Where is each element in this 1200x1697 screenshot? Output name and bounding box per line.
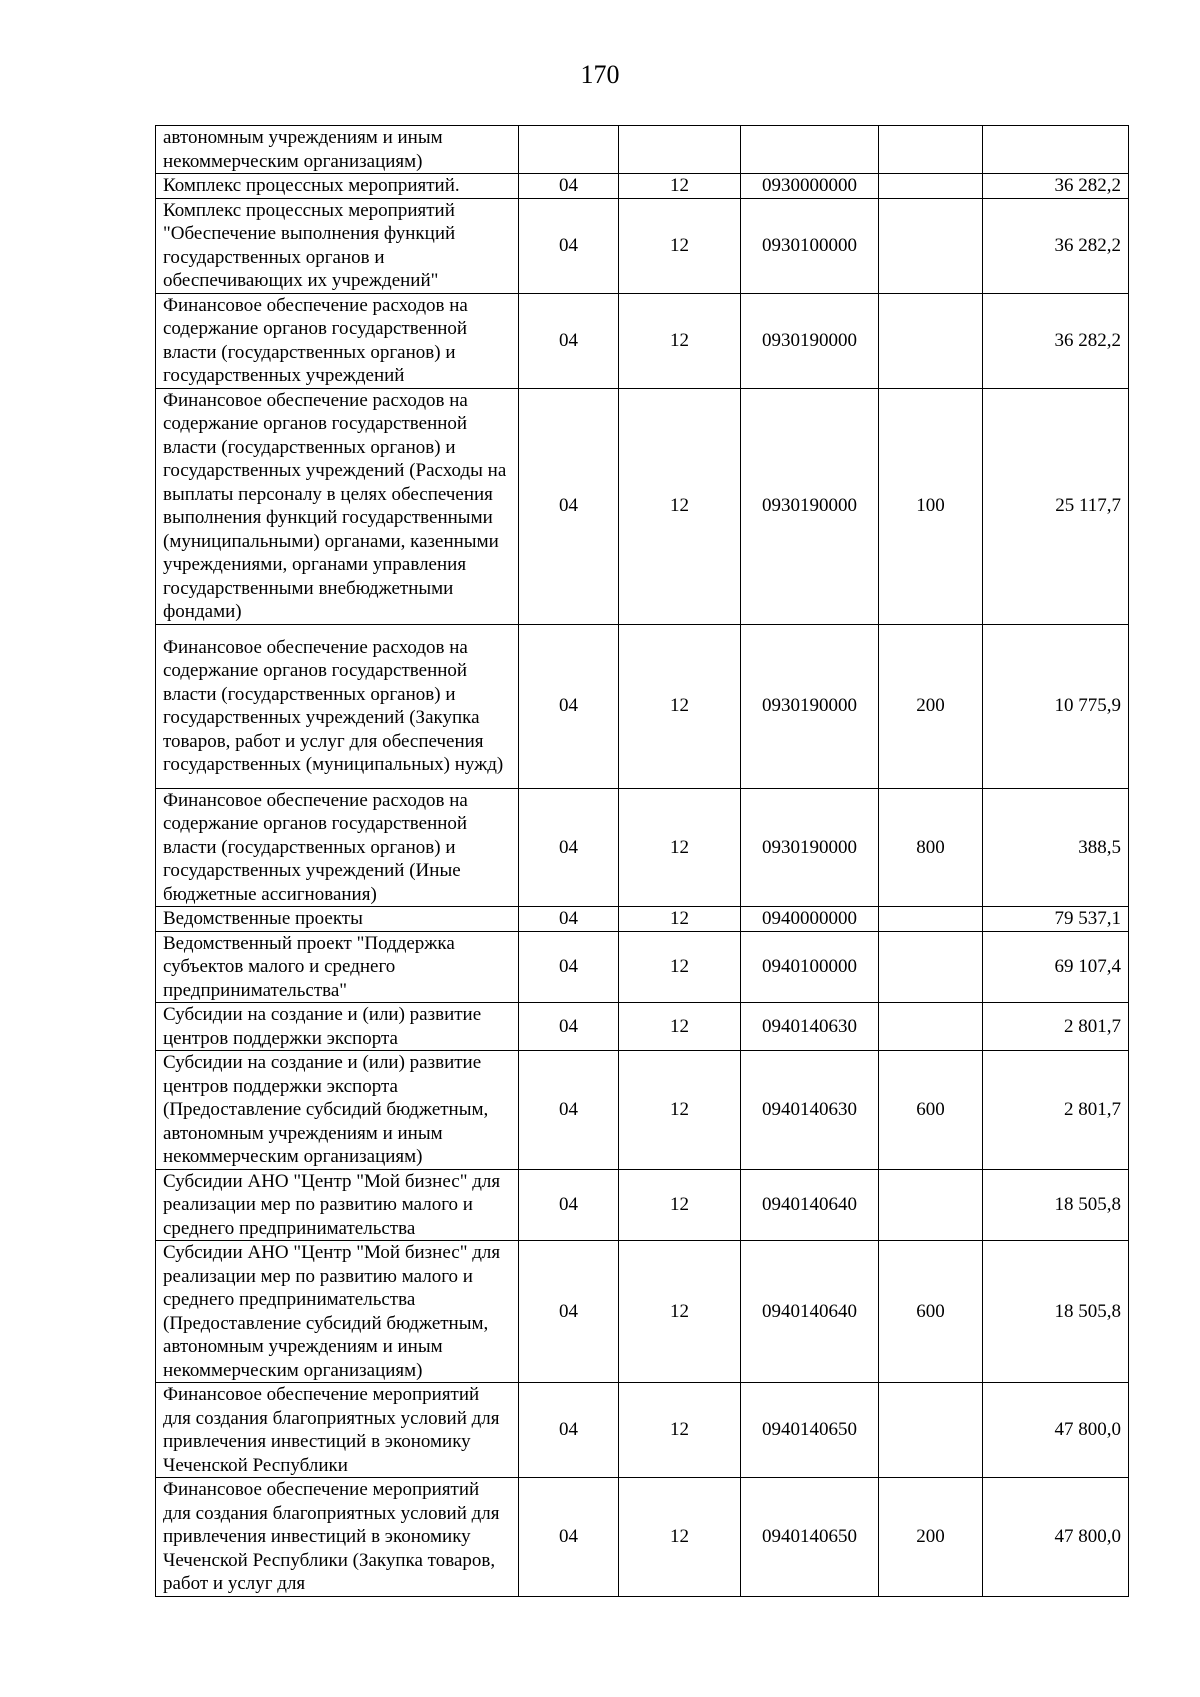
row-section: 04 xyxy=(519,1003,619,1051)
row-section: 04 xyxy=(519,388,619,624)
row-amount: 18 505,8 xyxy=(983,1169,1129,1241)
row-amount: 10 775,9 xyxy=(983,624,1129,788)
row-subsection: 12 xyxy=(619,907,741,932)
row-target-article: 0940140630 xyxy=(741,1003,879,1051)
table-row xyxy=(156,198,1129,293)
row-subsection: 12 xyxy=(619,788,741,907)
row-expense-type xyxy=(879,1003,983,1051)
row-subsection: 12 xyxy=(619,1478,741,1597)
row-target-article xyxy=(741,126,879,174)
row-name: Субсидии на создание и (или) развитие центров поддержки экспорта xyxy=(156,1003,519,1051)
row-target-article: 0940140630 xyxy=(741,1051,879,1170)
row-section: 04 xyxy=(519,174,619,199)
table-row xyxy=(156,1478,1129,1597)
table-row xyxy=(156,788,1129,907)
row-target-article: 0930190000 xyxy=(741,388,879,624)
row-amount: 47 800,0 xyxy=(983,1383,1129,1478)
row-name: Комплекс процессных мероприятий "Обеспечение выполнения функций государственных органов и обеспечивающих их учреждений" xyxy=(156,198,519,293)
row-expense-type xyxy=(879,126,983,174)
row-expense-type: 800 xyxy=(879,788,983,907)
row-amount: 25 117,7 xyxy=(983,388,1129,624)
row-subsection: 12 xyxy=(619,388,741,624)
row-name: Финансовое обеспечение расходов на содержание органов государственной власти (государственных органов) и государственных учреждений (Закупка товаров, работ и услуг для обеспечения государственных (муниципальных) нужд) xyxy=(156,624,519,788)
row-name: Ведомственные проекты xyxy=(156,907,519,932)
row-amount: 2 801,7 xyxy=(983,1003,1129,1051)
row-expense-type xyxy=(879,293,983,388)
row-section: 04 xyxy=(519,788,619,907)
row-target-article: 0940140640 xyxy=(741,1169,879,1241)
budget-table xyxy=(155,125,1129,1597)
table-row xyxy=(156,293,1129,388)
row-subsection: 12 xyxy=(619,624,741,788)
row-amount xyxy=(983,126,1129,174)
row-target-article: 0940140650 xyxy=(741,1478,879,1597)
budget-table-body xyxy=(156,126,1129,1597)
row-subsection: 12 xyxy=(619,1169,741,1241)
row-name: Субсидии на создание и (или) развитие центров поддержки экспорта (Предоставление субсидий бюджетным, автономным учреждениям и иным некоммерческим организациям) xyxy=(156,1051,519,1170)
row-name: Финансовое обеспечение мероприятий для создания благоприятных условий для привлечения инвестиций в экономику Чеченской Республики xyxy=(156,1383,519,1478)
row-expense-type xyxy=(879,1169,983,1241)
row-section: 04 xyxy=(519,1478,619,1597)
row-expense-type: 600 xyxy=(879,1051,983,1170)
row-amount: 79 537,1 xyxy=(983,907,1129,932)
table-row xyxy=(156,931,1129,1003)
row-name: Субсидии АНО "Центр "Мой бизнес" для реализации мер по развитию малого и среднего предпринимательства (Предоставление субсидий бюджетным, автономным учреждениям и иным некоммерческим организациям) xyxy=(156,1241,519,1383)
row-section: 04 xyxy=(519,293,619,388)
table-row xyxy=(156,1383,1129,1478)
row-target-article: 0930190000 xyxy=(741,788,879,907)
row-expense-type xyxy=(879,907,983,932)
row-section: 04 xyxy=(519,624,619,788)
row-expense-type: 100 xyxy=(879,388,983,624)
table-row xyxy=(156,126,1129,174)
row-target-article: 0930190000 xyxy=(741,624,879,788)
row-section: 04 xyxy=(519,907,619,932)
row-expense-type xyxy=(879,198,983,293)
table-row xyxy=(156,907,1129,932)
row-section: 04 xyxy=(519,1051,619,1170)
row-section: 04 xyxy=(519,1383,619,1478)
table-row xyxy=(156,624,1129,788)
row-subsection: 12 xyxy=(619,293,741,388)
row-subsection xyxy=(619,126,741,174)
row-target-article: 0940140640 xyxy=(741,1241,879,1383)
page-number: 170 xyxy=(580,60,620,89)
row-target-article: 0940100000 xyxy=(741,931,879,1003)
table-row xyxy=(156,1169,1129,1241)
row-section: 04 xyxy=(519,198,619,293)
table-row xyxy=(156,1051,1129,1170)
row-section: 04 xyxy=(519,1169,619,1241)
row-expense-type xyxy=(879,1383,983,1478)
row-section xyxy=(519,126,619,174)
row-subsection: 12 xyxy=(619,198,741,293)
row-amount: 69 107,4 xyxy=(983,931,1129,1003)
row-amount: 47 800,0 xyxy=(983,1478,1129,1597)
row-expense-type xyxy=(879,931,983,1003)
row-target-article: 0930000000 xyxy=(741,174,879,199)
row-subsection: 12 xyxy=(619,1383,741,1478)
row-target-article: 0940140650 xyxy=(741,1383,879,1478)
row-name: Субсидии АНО "Центр "Мой бизнес" для реализации мер по развитию малого и среднего предпринимательства xyxy=(156,1169,519,1241)
row-expense-type: 200 xyxy=(879,624,983,788)
row-name: Финансовое обеспечение расходов на содержание органов государственной власти (государственных органов) и государственных учреждений (Иные бюджетные ассигнования) xyxy=(156,788,519,907)
row-amount: 36 282,2 xyxy=(983,198,1129,293)
row-subsection: 12 xyxy=(619,174,741,199)
row-subsection: 12 xyxy=(619,1241,741,1383)
row-amount: 388,5 xyxy=(983,788,1129,907)
table-row xyxy=(156,388,1129,624)
row-expense-type xyxy=(879,174,983,199)
row-name: Ведомственный проект "Поддержка субъектов малого и среднего предпринимательства" xyxy=(156,931,519,1003)
row-name: Комплекс процессных мероприятий. xyxy=(156,174,519,199)
row-target-article: 0930100000 xyxy=(741,198,879,293)
table-row xyxy=(156,1241,1129,1383)
row-expense-type: 600 xyxy=(879,1241,983,1383)
row-target-article: 0940000000 xyxy=(741,907,879,932)
row-amount: 36 282,2 xyxy=(983,174,1129,199)
row-name: автономным учреждениям и иным некоммерческим организациям) xyxy=(156,126,519,174)
row-section: 04 xyxy=(519,931,619,1003)
row-name: Финансовое обеспечение расходов на содержание органов государственной власти (государственных органов) и государственных учреждений (Расходы на выплаты персоналу в целях обеспечения выполнения функций государственными (муниципальными) органами, казенными учреждениями, органами управления государственными внебюджетными фондами) xyxy=(156,388,519,624)
row-name: Финансовое обеспечение мероприятий для создания благоприятных условий для привлечения инвестиций в экономику Чеченской Республики (Закупка товаров, работ и услуг для xyxy=(156,1478,519,1597)
row-amount: 18 505,8 xyxy=(983,1241,1129,1383)
row-name: Финансовое обеспечение расходов на содержание органов государственной власти (государственных органов) и государственных учреждений xyxy=(156,293,519,388)
row-amount: 2 801,7 xyxy=(983,1051,1129,1170)
table-row xyxy=(156,174,1129,199)
row-amount: 36 282,2 xyxy=(983,293,1129,388)
row-subsection: 12 xyxy=(619,1003,741,1051)
row-expense-type: 200 xyxy=(879,1478,983,1597)
table-row xyxy=(156,1003,1129,1051)
row-target-article: 0930190000 xyxy=(741,293,879,388)
row-subsection: 12 xyxy=(619,1051,741,1170)
row-subsection: 12 xyxy=(619,931,741,1003)
row-section: 04 xyxy=(519,1241,619,1383)
